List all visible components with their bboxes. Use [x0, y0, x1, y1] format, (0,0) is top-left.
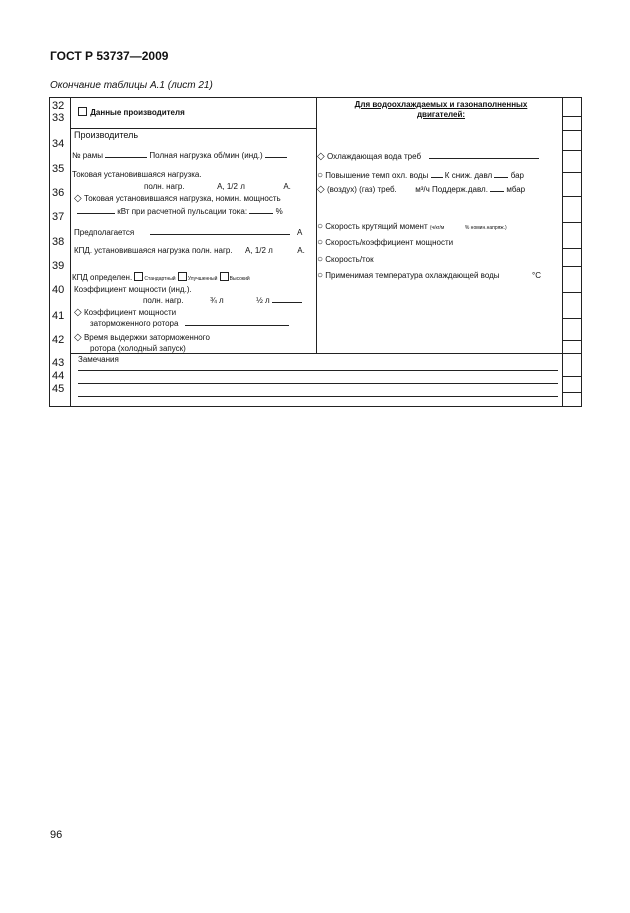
- locked-pf-row-2: [90, 319, 289, 328]
- circle-icon: ○: [317, 270, 324, 281]
- efficiency-defined-row: [72, 272, 250, 282]
- row-number: 37: [52, 211, 65, 223]
- speed-pf-label: Скорость/коэффициент мощности: [325, 238, 454, 247]
- bar-label: бар: [510, 171, 524, 180]
- margin-cell-line: [562, 353, 582, 354]
- assumed-amp-unit: А: [297, 228, 303, 237]
- maintained-pressure-label: Поддерж.давл.: [432, 185, 488, 194]
- margin-cell-line: [562, 292, 582, 293]
- locked-pf-row: [74, 307, 176, 318]
- row-number-column-divider: [70, 97, 71, 407]
- margin-cell-line: [562, 392, 582, 393]
- power-factor-load-row: [143, 296, 302, 305]
- efficiency-defined-label: КПД определен.: [72, 273, 133, 282]
- row-number: 35: [52, 163, 65, 175]
- full-load-label: полн. нагр.: [144, 182, 185, 191]
- locked-time-label-1: Время выдержки заторможенного: [83, 333, 210, 342]
- assumed-label: Предполагается: [74, 228, 135, 237]
- square-checkbox-icon[interactable]: [178, 272, 187, 281]
- circle-icon: ○: [317, 170, 324, 181]
- margin-cell-line: [562, 376, 582, 377]
- assumed-row: [74, 228, 290, 237]
- row-number: 36: [52, 187, 65, 199]
- efficiency-steady-label: КПД. установившаяся нагрузка полн. нагр.: [74, 246, 233, 255]
- row-number: 43: [52, 357, 65, 369]
- row-number: 34: [52, 138, 65, 150]
- locked-pf-label-1: Коэффициент мощности: [83, 308, 177, 317]
- right-margin-divider: [562, 97, 563, 407]
- manufacturer-data-label: Данные производителя: [90, 108, 185, 117]
- manufacturer-label: Производитель: [74, 130, 139, 140]
- remarks-label: Замечания: [78, 355, 119, 364]
- speed-torque-label: Скорость крутящий момент: [325, 222, 428, 231]
- margin-cell-line: [562, 196, 582, 197]
- full-load-2-label: полн. нагр.: [143, 296, 184, 305]
- full-load-rpm-field[interactable]: [265, 157, 287, 158]
- margin-cell-line: [562, 150, 582, 151]
- margin-cell-line: [562, 130, 582, 131]
- margin-cell-line: [562, 222, 582, 223]
- high-option: Высокий: [229, 276, 250, 282]
- square-checkbox-icon[interactable]: [134, 272, 143, 281]
- half-field[interactable]: [272, 302, 302, 303]
- frame-number-field[interactable]: [105, 157, 147, 158]
- diamond-icon: ◇: [74, 193, 82, 204]
- mbar-label: мбар: [506, 185, 526, 194]
- temp-rise-label: Повышение темп охл. воды: [325, 171, 429, 180]
- locked-pf-field[interactable]: [185, 325, 289, 326]
- remarks-line[interactable]: [78, 370, 558, 371]
- row-number: 41: [52, 310, 65, 322]
- current-steady-load-label: Токовая установившаяся нагрузка.: [72, 170, 202, 179]
- current-rated-power-row: [74, 193, 281, 204]
- margin-cell-line: [562, 172, 582, 173]
- deg-c-label: °С: [532, 271, 541, 280]
- cooling-water-row: [317, 151, 539, 162]
- pressure-drop-label: сниж. давл: [451, 171, 493, 180]
- power-factor-ind-label: Коэффициент мощности (инд.).: [74, 285, 192, 294]
- speed-current-row: [317, 254, 374, 265]
- percent-label: %: [275, 207, 283, 216]
- current-rated-power-label: Токовая установившаяся нагрузка, номин. мощность: [83, 194, 281, 203]
- efficiency-amp-half-label: А, 1/2 л: [245, 246, 273, 255]
- document-standard-number: ГОСТ Р 53737—2009: [50, 49, 169, 63]
- manufacturer-data-heading: [78, 107, 185, 117]
- diamond-icon: ◇: [317, 151, 325, 162]
- frame-number-row: [72, 151, 287, 160]
- remarks-line[interactable]: [78, 383, 558, 384]
- frame-number-label: № рамы: [72, 151, 103, 160]
- diamond-icon: ◇: [74, 307, 82, 318]
- locked-pf-label-2: заторможенного ротора: [90, 319, 179, 328]
- air-gas-row: [317, 184, 525, 195]
- diamond-icon: ◇: [74, 332, 82, 343]
- three-quarter-label: ¾ л: [210, 296, 224, 305]
- kw-pulsation-row: [77, 207, 283, 216]
- efficiency-amp-label: А.: [297, 246, 305, 255]
- cooling-water-field[interactable]: [429, 158, 539, 159]
- water-cooled-heading-line-1: Для водоохлаждаемых и газонаполненных: [354, 100, 528, 109]
- standard-option: Стандартный: [144, 276, 176, 282]
- circle-icon: ○: [317, 254, 324, 265]
- full-load-current-row: [144, 182, 291, 191]
- margin-cell-line: [562, 340, 582, 341]
- row-number: 40: [52, 284, 65, 296]
- air-gas-label: (воздух) (газ) треб.: [326, 185, 397, 194]
- speed-torque-row: [317, 221, 507, 232]
- margin-cell-line: [562, 266, 582, 267]
- m3h-label: м³/ч: [415, 185, 430, 194]
- margin-cell-line: [562, 116, 582, 117]
- page-number: 96: [50, 829, 63, 841]
- speed-torque-unit: (ч/кг/м: [429, 225, 445, 231]
- efficiency-steady-row: [74, 246, 305, 255]
- assumed-field[interactable]: [150, 234, 290, 235]
- ambient-temp-row: [317, 270, 541, 281]
- water-cooled-heading-line-2: двигателей:: [416, 110, 466, 119]
- row-number: 42: [52, 334, 65, 346]
- row-separator: [70, 353, 562, 354]
- row-separator: [70, 128, 316, 129]
- row-number: 39: [52, 260, 65, 272]
- improved-option: Улучшенный: [187, 276, 218, 282]
- square-checkbox-icon[interactable]: [220, 272, 229, 281]
- k-label: К: [444, 171, 450, 180]
- speed-pf-row: [317, 237, 453, 248]
- water-cooled-heading: [346, 100, 536, 120]
- kw-field[interactable]: [77, 213, 115, 214]
- row-number: 38: [52, 236, 65, 248]
- table-caption: Окончание таблицы А.1 (лист 21): [50, 80, 213, 91]
- kw-pulsation-label: кВт при расчетной пульсации тока:: [117, 207, 248, 216]
- circle-icon: ○: [317, 221, 324, 232]
- row-number: 45: [52, 383, 65, 395]
- temp-rise-field[interactable]: [431, 177, 443, 178]
- amp-label: А.: [283, 182, 291, 191]
- row-number: 33: [52, 112, 65, 124]
- pressure-drop-field[interactable]: [494, 177, 508, 178]
- speed-torque-voltage: % номин.напряж.): [464, 225, 507, 231]
- pulsation-field[interactable]: [249, 213, 273, 214]
- square-checkbox-icon[interactable]: [78, 107, 87, 116]
- ambient-temp-label: Применимая температура охлаждающей воды: [325, 271, 500, 280]
- maintained-pressure-field[interactable]: [490, 191, 504, 192]
- half-label: ½ л: [256, 296, 270, 305]
- remarks-line[interactable]: [78, 396, 558, 397]
- full-load-rpm-label: Полная нагрузка об/мин (инд.): [149, 151, 263, 160]
- cooling-water-label: Охлаждающая вода треб: [326, 152, 422, 161]
- row-number: 32: [52, 100, 65, 112]
- margin-cell-line: [562, 248, 582, 249]
- temp-rise-row: [317, 170, 524, 181]
- diamond-icon: ◇: [317, 184, 325, 195]
- circle-icon: ○: [317, 237, 324, 248]
- amp-half-label: А, 1/2 л: [217, 182, 245, 191]
- row-number: 44: [52, 370, 65, 382]
- locked-time-row: [74, 332, 210, 343]
- margin-cell-line: [562, 318, 582, 319]
- speed-current-label: Скорость/ток: [325, 255, 374, 264]
- locked-time-label-2: ротора (холодный запуск): [90, 344, 186, 353]
